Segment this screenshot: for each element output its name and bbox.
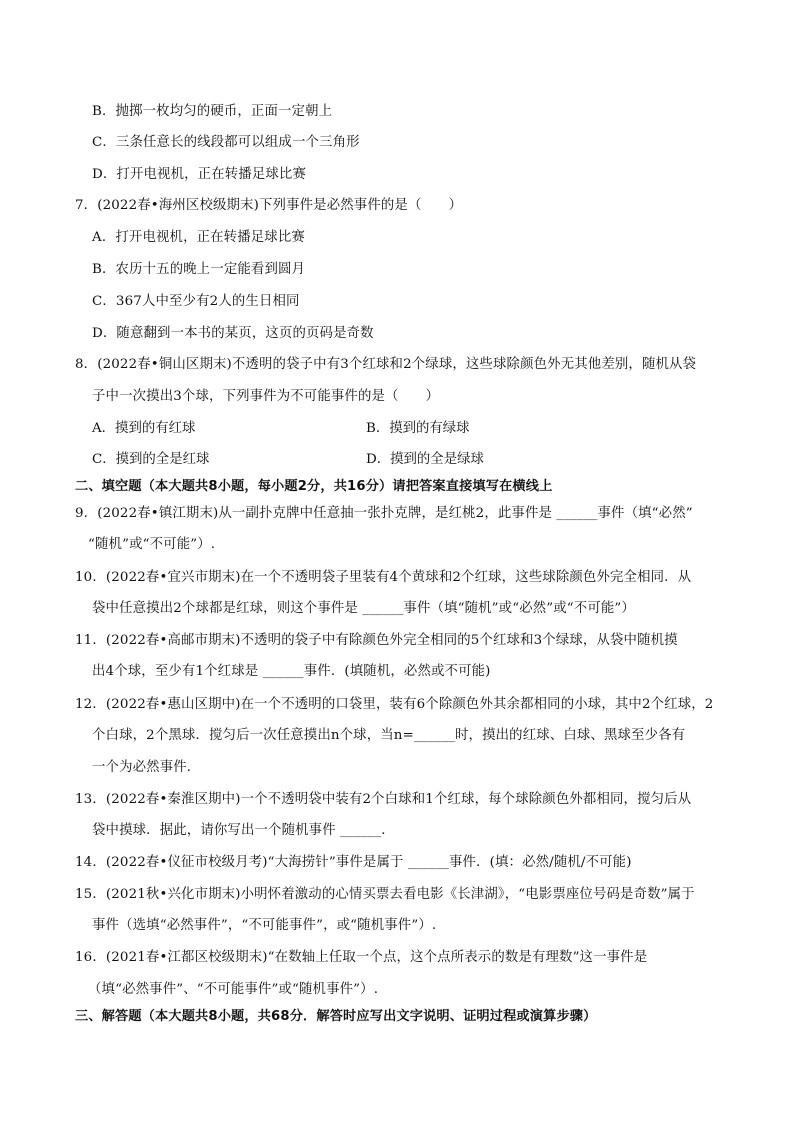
question-8: 8．(2022春•铜山区期末)不透明的袋子中有3个红球和2个绿球，这些球除颜色外无其他差别，随机从袋 (75, 357, 697, 372)
question-10-cont: 袋中任意摸出2个球都是红球，则这个事件是 ______事件（填“随机”或“必然”或“不可能”） (92, 601, 635, 616)
question-9-cont: “随机”或“不可能”）. (88, 537, 216, 552)
q6-option-b: B．抛掷一枚均匀的硬币，正面一定朝上 (92, 104, 333, 119)
question-12-cont: 个白球，2个黑球．搅匀后一次任意摸出n个球，当n=______时，摸出的红球、白球、黑球至少各有 (92, 728, 686, 743)
question-11: 11．(2022春•高邮市期末)不透明的袋子中有除颜色外完全相同的5个红球和3个绿球，从袋中随机摸 (75, 633, 678, 648)
question-12: 12．(2022春•惠山区期中)在一个不透明的口袋里，装有6个除颜色外其余都相同的小球，其中2个红球，2 (75, 697, 714, 712)
section-2-heading: 二、填空题（本大题共8小题，每小题2分，共16分）请把答案直接填写在横线上 (75, 479, 553, 494)
q6-option-c: C．三条任意长的线段都可以组成一个三角形 (92, 135, 360, 150)
q7-option-b: B．农历十五的晚上一定能看到圆月 (92, 262, 306, 277)
question-16: 16．(2021春•江都区校级期末)“在数轴上任取一个点，这个点所表示的数是有理数”这一事件是 (75, 950, 648, 965)
question-16-cont: （填“必然事件”、“不可能事件”或“随机事件”）. (88, 982, 379, 997)
q6-option-d: D．打开电视机，正在转播足球比赛 (92, 167, 306, 182)
q8-option-d: D．摸到的全是绿球 (366, 452, 484, 467)
q7-option-c: C．367人中至少有2人的生日相同 (92, 294, 300, 309)
question-15: 15．(2021秋•兴化市期末)小明怀着激动的心情买票去看电影《长津湖》，“电影票座位号码是奇数”属于 (75, 887, 695, 902)
question-11-cont: 出4个球，至少有1个红球是 ______事件．(填随机，必然或不可能) (92, 664, 491, 679)
section-3-heading: 三、解答题（本大题共8小题，共68分．解答时应写出文字说明、证明过程或演算步骤） (75, 1009, 597, 1024)
question-9: 9．(2022春•镇江期末)从一副扑克牌中任意抽一张扑克牌，是红桃2，此事件是 ______事件（填“必然” (75, 506, 693, 521)
question-7: 7．(2022春•海州区校级期末)下列事件是必然事件的是（ ） (75, 198, 463, 213)
question-10: 10．(2022春•宜兴市期末)在一个不透明袋子里装有4个黄球和2个红球，这些球除颜色外完全相同．从 (75, 570, 692, 585)
question-8-cont: 子中一次摸出3个球，下列事件为不可能事件的是（ ） (92, 389, 440, 404)
question-13: 13．(2022春•秦淮区期中)一个不透明袋中装有2个白球和1个红球，每个球除颜色外都相同，搅匀后从 (75, 792, 692, 807)
question-14: 14．(2022春•仪征市校级月考)“大海捞针”事件是属于 ______事件．(填：必然/随机/不可能) (75, 855, 632, 870)
q7-option-a: A．打开电视机，正在转播足球比赛 (92, 230, 305, 245)
q7-option-d: D．随意翻到一本书的某页，这页的页码是奇数 (92, 326, 374, 341)
q8-option-b: B．摸到的有绿球 (366, 421, 470, 436)
q8-option-c: C．摸到的全是红球 (92, 452, 210, 467)
question-15-cont: 事件（选填“必然事件”，“不可能事件”，或“随机事件”）. (92, 918, 437, 933)
question-12-cont2: 一个为必然事件． (92, 760, 201, 775)
question-13-cont: 袋中摸球．据此，请你写出一个随机事件 ______． (92, 823, 395, 838)
q8-option-a: A．摸到的有红球 (92, 421, 196, 436)
